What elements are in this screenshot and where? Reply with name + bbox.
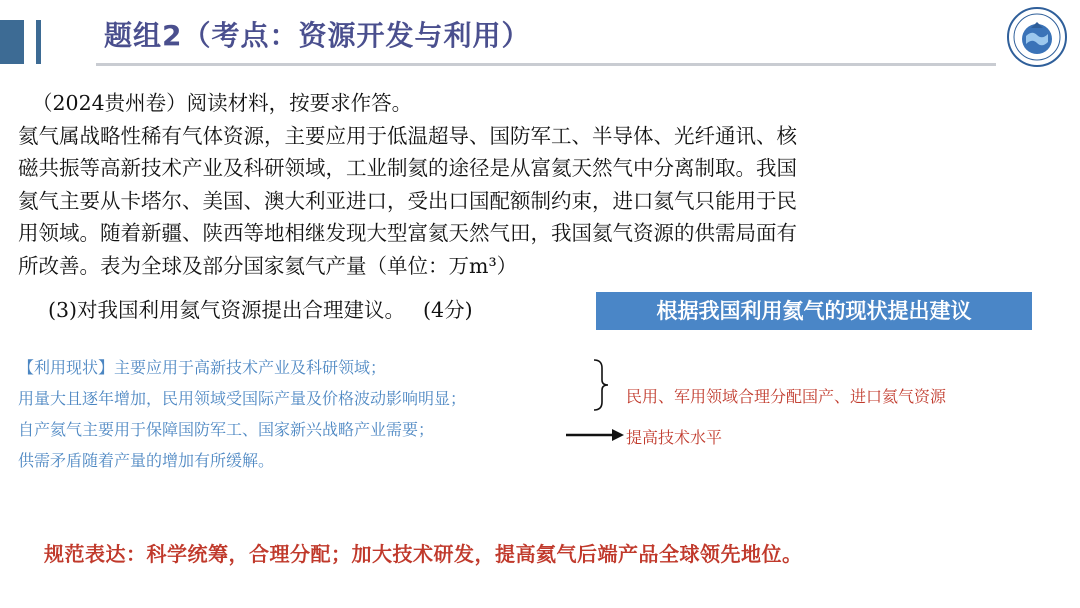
analysis-line: 供需矛盾随着产量的增加有所缓解。 [18, 451, 275, 470]
material-line: 氦气属战略性稀有气体资源，主要应用于低温超导、国防军工、半导体、光纤通讯、核 [18, 123, 797, 148]
header-divider [96, 63, 996, 66]
header-accent-bar [0, 20, 24, 64]
hint-banner: 根据我国利用氦气的现状提出建议 [596, 292, 1032, 330]
reading-material [18, 87, 1058, 282]
question-score: (4分) [423, 298, 473, 322]
conclusion-technology: 提高技术水平 [626, 428, 723, 447]
page-title: 题组2（考点：资源开发与利用） [104, 19, 531, 52]
material-line: 用领域。随着新疆、陕西等地相继发现大型富氦天然气田，我国氦气资源的供需局面有 [18, 221, 797, 245]
standard-answer: 规范表达：科学统筹，合理分配；加大技术研发，提高氦气后端产品全球领先地位。 [44, 542, 803, 566]
material-line: 氦气主要从卡塔尔、美国、澳大利亚进口，受出口国配额制约束，进口氦气只能用于民 [18, 188, 797, 213]
school-logo-icon [1006, 6, 1068, 68]
material-line: 磁共振等高新技术产业及科研领域，工业制氦的途径是从富氦天然气中分离制取。我国 [18, 156, 797, 180]
analysis-list [18, 352, 588, 476]
question [48, 293, 473, 327]
header-accent-stripe [36, 20, 41, 64]
material-line: 所改善。表为全球及部分国家氦气产量（单位：万m³） [18, 253, 518, 278]
right-arrow-icon [566, 429, 624, 441]
question-text: (3)对我国利用氦气资源提出合理建议。 [48, 298, 406, 322]
analysis-line: 【利用现状】主要应用于高新技术产业及科研领域； [18, 358, 387, 377]
right-brace-icon [592, 358, 610, 412]
material-source: （2024贵州卷）阅读材料，按要求作答。 [32, 91, 413, 115]
analysis-line: 用量大且逐年增加，民用领域受国际产量及价格波动影响明显； [18, 389, 467, 408]
conclusion-allocation: 民用、军用领域合理分配国产、进口氦气资源 [626, 387, 947, 406]
analysis-line: 自产氦气主要用于保障国防军工、国家新兴战略产业需要； [18, 420, 435, 439]
